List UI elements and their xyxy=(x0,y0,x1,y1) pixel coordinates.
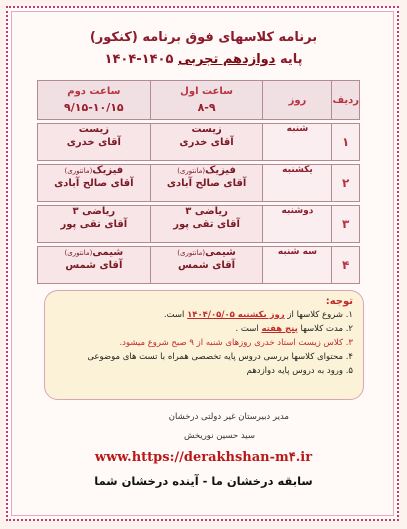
note-item: ۲. مدت کلاسها پنج هفته است . xyxy=(235,324,353,334)
row-number: ۲ xyxy=(332,165,360,202)
header-slot1 xyxy=(150,81,263,120)
subject: زیست xyxy=(78,124,109,135)
teacher: آقای خدری xyxy=(179,137,234,148)
table-row xyxy=(38,124,360,161)
slot1-cell xyxy=(150,206,263,243)
subject: فیزیک(مانتوری) xyxy=(64,165,124,176)
subject: شیمی(مانتوری) xyxy=(64,247,124,258)
row-number: ۴ xyxy=(332,247,360,284)
row-number: ۳ xyxy=(332,206,360,243)
slot1-time: ۸-۹ xyxy=(197,101,216,114)
row-number: ۱ xyxy=(332,124,360,161)
table-row xyxy=(38,206,360,243)
header-slot2 xyxy=(38,81,151,120)
slogan: سابقه درخشان ما - آینده درخشان شما xyxy=(94,474,313,488)
teacher: آقای صالح آبادی xyxy=(54,178,134,189)
subject: ریاضی ۳ xyxy=(185,206,228,217)
note-item: ۵. ورود به دروس پایه دوازدهم xyxy=(246,366,353,376)
table-row xyxy=(38,247,360,284)
header-row-number: ردیف xyxy=(332,81,360,120)
teacher: آقای صالح آبادی xyxy=(166,178,247,189)
page-title: برنامه کلاسهای فوق برنامه (کنکور) xyxy=(89,30,318,45)
grade-line xyxy=(0,52,407,67)
slot1-cell xyxy=(150,247,263,284)
teacher: آقای شمس xyxy=(65,260,123,271)
teacher: آقای شمس xyxy=(178,260,236,271)
subject: شیمی(مانتوری) xyxy=(177,247,236,258)
table-row xyxy=(38,165,360,202)
slot2-cell xyxy=(38,165,151,202)
slot1-label: ساعت اول xyxy=(180,86,233,97)
teacher: آقای تقی پور xyxy=(60,219,128,230)
slot2-time: ۹/۱۵-۱۰/۱۵ xyxy=(64,101,124,114)
grade-prefix: پایه xyxy=(279,52,303,67)
row-day: دوشنبه xyxy=(263,206,332,243)
teacher: آقای خدری xyxy=(66,137,121,148)
slot2-cell xyxy=(38,206,151,243)
signature-name: سید حسین نوریخش xyxy=(184,431,255,441)
schedule-table xyxy=(37,80,360,284)
slot1-cell xyxy=(150,124,263,161)
notes-title: توجه: xyxy=(325,296,353,307)
slot2-cell xyxy=(38,247,151,284)
note-item: ۳. کلاس زیست استاد خدری روزهای شنبه از ۹ صبح شروع میشود. xyxy=(119,338,353,348)
note-item: ۱. شروع کلاسها از روز یکشنبه ۱۴۰۴/۰۵/۰۵ است. xyxy=(163,310,353,320)
row-day: شنبه xyxy=(263,124,332,161)
academic-year: ۱۴۰۵-۱۴۰۴ xyxy=(104,52,174,67)
slot2-cell xyxy=(38,124,151,161)
grade-name: دوازدهم تجربی xyxy=(177,52,276,67)
note-item: ۴. محتوای کلاسها بررسی دروس پایه تخصصی همراه با تست های موضوعی xyxy=(87,352,353,362)
teacher: آقای تقی پور xyxy=(173,219,240,230)
row-day: سه شنبه xyxy=(263,247,332,284)
slot2-label: ساعت دوم xyxy=(67,86,121,97)
slot1-cell xyxy=(150,165,263,202)
row-day: یکشنبه xyxy=(263,165,332,202)
table-header-row xyxy=(38,81,360,120)
website-url: www.https://derakhshan-m۴.ir xyxy=(94,450,313,465)
notes-box xyxy=(44,290,364,400)
subject: زیست xyxy=(191,124,222,135)
header-day: روز xyxy=(263,81,332,120)
subject: ریاضی ۳ xyxy=(72,206,116,217)
signature-title: مدیر دبیرستان غیر دولتی درخشان xyxy=(168,412,289,422)
subject: فیزیک(مانتوری) xyxy=(177,165,236,176)
